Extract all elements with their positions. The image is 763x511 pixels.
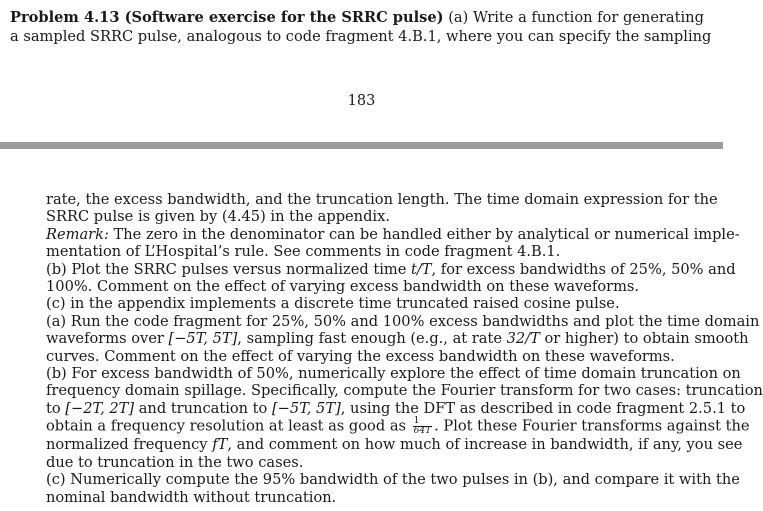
body-line-9	[46, 330, 749, 348]
body-line-10: curves. Comment on the effect of varying the excess bandwidth on these waveforms.	[46, 347, 675, 365]
problem-body	[46, 191, 763, 506]
body-line-14	[46, 416, 750, 437]
line-13-text-b: and truncation to	[134, 399, 272, 417]
body-line-16: due to truncation in the two cases.	[46, 453, 304, 471]
fraction-denominator: 64T	[413, 426, 432, 437]
previous-page-fragment	[10, 8, 712, 46]
frequency-resolution-fraction	[413, 417, 432, 436]
math-interval-5t-second: [−5T, 5T]	[271, 399, 341, 417]
part-b-text-a: (b) Plot the SRRC pulses versus normalized time	[46, 260, 411, 278]
math-interval-5t: [−5T, 5T]	[168, 330, 238, 348]
body-line-17: (c) Numerically compute the 95% bandwidth of the two pulses in (b), and compare it with the	[46, 471, 740, 489]
page-number: 183	[347, 93, 376, 109]
problem-intro-text: (a) Write a function for generating	[443, 9, 704, 26]
body-line-1: rate, the excess bandwidth, and the truncation length. The time domain expression for the	[46, 191, 718, 208]
body-line-12: frequency domain spillage. Specifically, compute the Fourier transform for two cases: truncation	[46, 382, 763, 400]
body-line-8: (a) Run the code fragment for 25%, 50% and 100% excess bandwidths and plot the time domain	[46, 312, 760, 330]
line-13-text-c: , using the DFT as described in code fragment 2.5.1 to	[340, 399, 746, 417]
line-9-text-b: , sampling fast enough (e.g., at rate	[237, 330, 507, 348]
line-9-text-a: waveforms over	[46, 330, 169, 348]
body-line-4: mentation of L’Hospital’s rule. See comments in code fragment 4.B.1.	[46, 243, 561, 261]
part-b-line	[46, 260, 736, 278]
problem-label: Problem 4.13 (Software exercise for the SRRC pulse)	[10, 9, 444, 26]
line-14-text-b: . Plot these Fourier transforms against the	[434, 417, 750, 435]
problem-heading-line	[10, 8, 704, 27]
remark-line	[46, 225, 740, 243]
body-line-6: 100%. Comment on the effect of varying excess bandwidth on these waveforms.	[46, 278, 640, 296]
remark-text: The zero in the denominator can be handled either by analytical or numerical imple-	[108, 225, 740, 243]
page-separator	[0, 142, 723, 149]
line-14-text-a: obtain a frequency resolution at least as good as	[46, 417, 411, 435]
fraction-numerator: 1	[413, 417, 432, 427]
body-line-13	[46, 399, 746, 417]
body-line-18: nominal bandwidth without truncation.	[46, 488, 337, 506]
part-b-text-b: , for excess bandwidths of 25%, 50% and	[431, 260, 736, 278]
body-line-2: SRRC pulse is given by (4.45) in the appendix.	[46, 208, 390, 226]
math-interval-2t: [−2T, 2T]	[65, 399, 135, 417]
line-15-text-a: normalized frequency	[46, 436, 213, 454]
math-normalized-frequency: fT	[212, 436, 228, 454]
remark-label: Remark:	[46, 225, 109, 243]
body-line-11: (b) For excess bandwidth of 50%, numerically explore the effect of time domain truncation on	[46, 365, 741, 383]
line-15-text-b: , and comment on how much of increase in bandwidth, if any, you see	[227, 436, 743, 454]
body-line-7: (c) in the appendix implements a discrete time truncated raised cosine pulse.	[46, 295, 620, 313]
math-normalized-time: t/T	[411, 260, 432, 278]
line-13-text-a: to	[46, 399, 66, 417]
body-line-15	[46, 436, 743, 454]
line-9-text-c: or higher) to obtain smooth	[539, 330, 749, 348]
math-sample-rate: 32/T	[506, 330, 540, 348]
problem-intro-line-2: a sampled SRRC pulse, analogous to code fragment 4.B.1, where you can specify the sampling	[10, 28, 712, 45]
